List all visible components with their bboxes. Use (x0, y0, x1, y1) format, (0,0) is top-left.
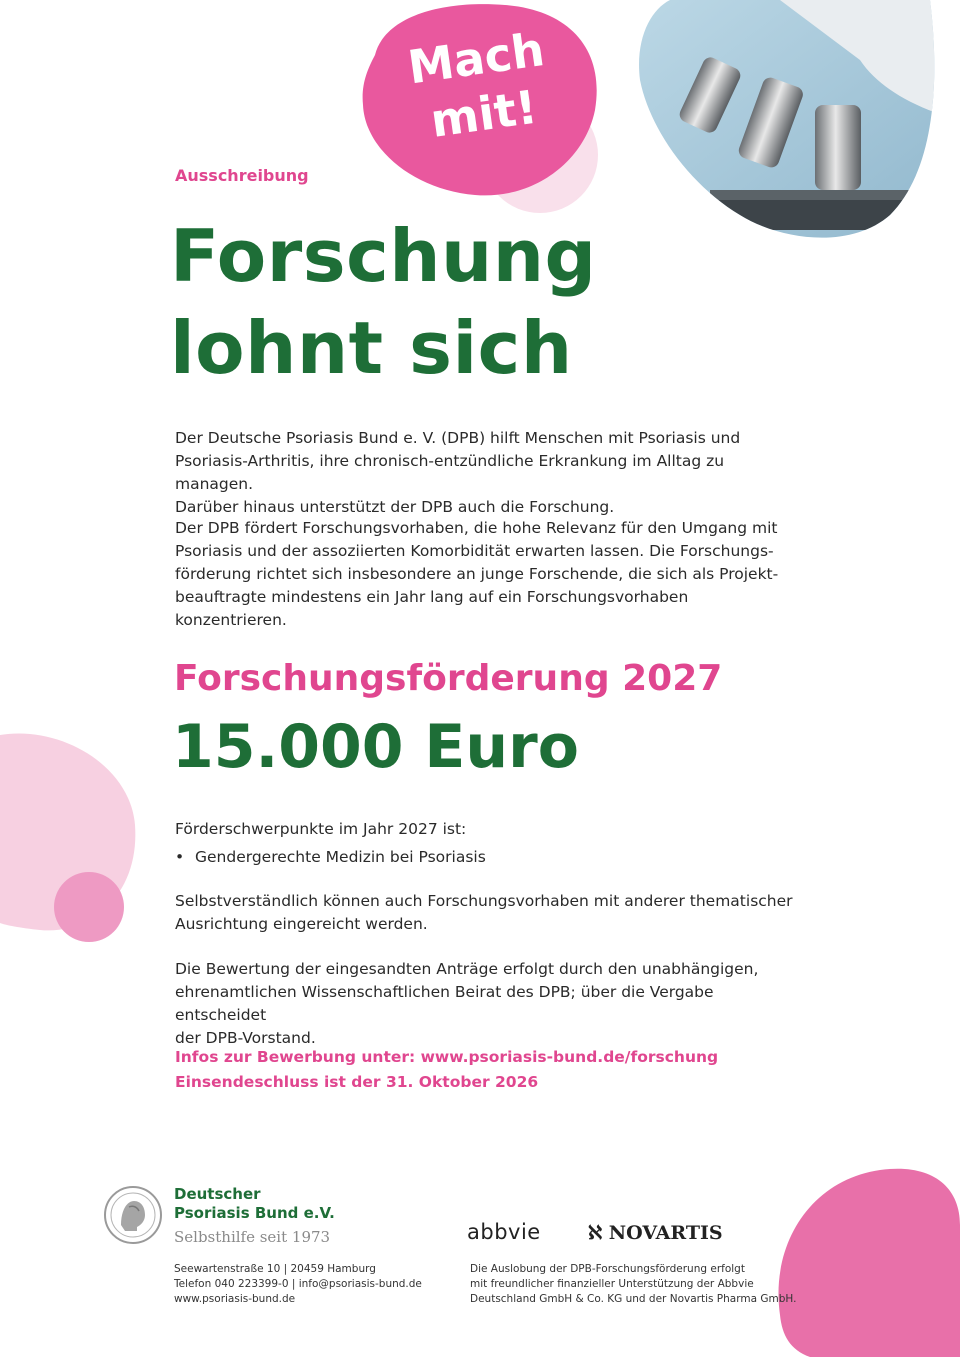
intro-paragraph-1 (175, 427, 795, 519)
paragraph-3 (175, 890, 795, 936)
text-line: Darüber hinaus unterstützt der DPB auch die Forschung. (175, 498, 615, 516)
text-line: Ausrichtung eingereicht werden. (175, 915, 428, 933)
text-line: Die Bewertung der eingesandten Anträge erfolgt durch den unabhängigen, (175, 960, 759, 978)
focus-intro: Förderschwerpunkte im Jahr 2027 ist: (175, 820, 467, 838)
text-line: Die Auslobung der DPB-Forschungsförderung erfolgt (470, 1263, 745, 1275)
funding-title: Forschungsförderung 2027 (174, 658, 723, 699)
novartis-wordmark: NOVARTIS (608, 1222, 723, 1244)
org-tagline: Selbsthilfe seit 1973 (174, 1228, 331, 1246)
text-line: mit freundlicher finanzieller Unterstützung der Abbvie (470, 1278, 754, 1290)
text-line: der DPB-Vorstand. (175, 1029, 316, 1047)
text-line: Psoriasis und der assoziierten Komorbidität erwarten lassen. Die Forschungs- (175, 542, 774, 560)
left-small-pink-circle (52, 870, 127, 945)
text-line: förderung richtet sich insbesondere an junge Forschende, die sich als Projekt- (175, 565, 779, 583)
deadline-text: Einsendeschluss ist der 31. Oktober 2026 (175, 1073, 539, 1091)
page-title (170, 210, 597, 394)
focus-list-item (175, 848, 486, 866)
title-line-2: lohnt sich (170, 306, 573, 390)
badge-line-2: mit! (427, 79, 541, 148)
focus-item-text: Gendergerechte Medizin bei Psoriasis (195, 848, 486, 866)
text-line: Psoriasis-Arthritis, ihre chronisch-entzündliche Erkrankung im Alltag zu managen. (175, 452, 725, 493)
novartis-logo (588, 1222, 723, 1244)
intro-paragraph-2 (175, 517, 795, 632)
microscope-photo (630, 0, 960, 250)
org-name (174, 1185, 335, 1223)
website-link[interactable]: www.psoriasis-bund.de (174, 1293, 296, 1305)
contact-line[interactable]: Telefon 040 223399-0 | info@psoriasis-bund.de (174, 1278, 422, 1290)
funding-amount: 15.000 Euro (172, 712, 579, 782)
dpb-logo-seal (103, 1185, 163, 1245)
text-line: Deutschland GmbH & Co. KG und der Novartis Pharma GmbH. (470, 1293, 797, 1305)
org-name-line-2: Psoriasis Bund e.V. (174, 1204, 335, 1222)
info-link[interactable]: Infos zur Bewerbung unter: www.psoriasis-bund.de/forschung (175, 1048, 719, 1066)
sponsor-note (470, 1262, 800, 1307)
address-block (174, 1262, 422, 1307)
org-name-line-1: Deutscher (174, 1185, 261, 1203)
text-line: ehrenamtlichen Wissenschaftlichen Beirat des DPB; über die Vergabe entscheidet (175, 983, 714, 1024)
title-line-1: Forschung (170, 214, 597, 298)
paragraph-4 (175, 958, 795, 1050)
text-line: Selbstverständlich können auch Forschungsvorhaben mit anderer thematischer (175, 892, 793, 910)
application-info (175, 1045, 718, 1095)
mach-mit-badge (388, 19, 572, 154)
bullet-icon: • (175, 848, 185, 866)
abbvie-logo: abbvie (467, 1220, 541, 1244)
address-line: Seewartenstraße 10 | 20459 Hamburg (174, 1263, 376, 1275)
bottom-right-pink-blob (770, 1165, 960, 1357)
badge-line-1: Mach (404, 22, 548, 95)
text-line: Der Deutsche Psoriasis Bund e. V. (DPB) hilft Menschen mit Psoriasis und (175, 429, 741, 447)
novartis-flame-icon: ℵ (588, 1222, 603, 1244)
text-line: Der DPB fördert Forschungsvorhaben, die hohe Relevanz für den Umgang mit (175, 519, 778, 537)
text-line: beauftragte mindestens ein Jahr lang auf ein Forschungsvorhaben konzentrieren. (175, 588, 689, 629)
eyebrow-label: Ausschreibung (175, 166, 309, 185)
left-pink-blob (0, 725, 140, 995)
